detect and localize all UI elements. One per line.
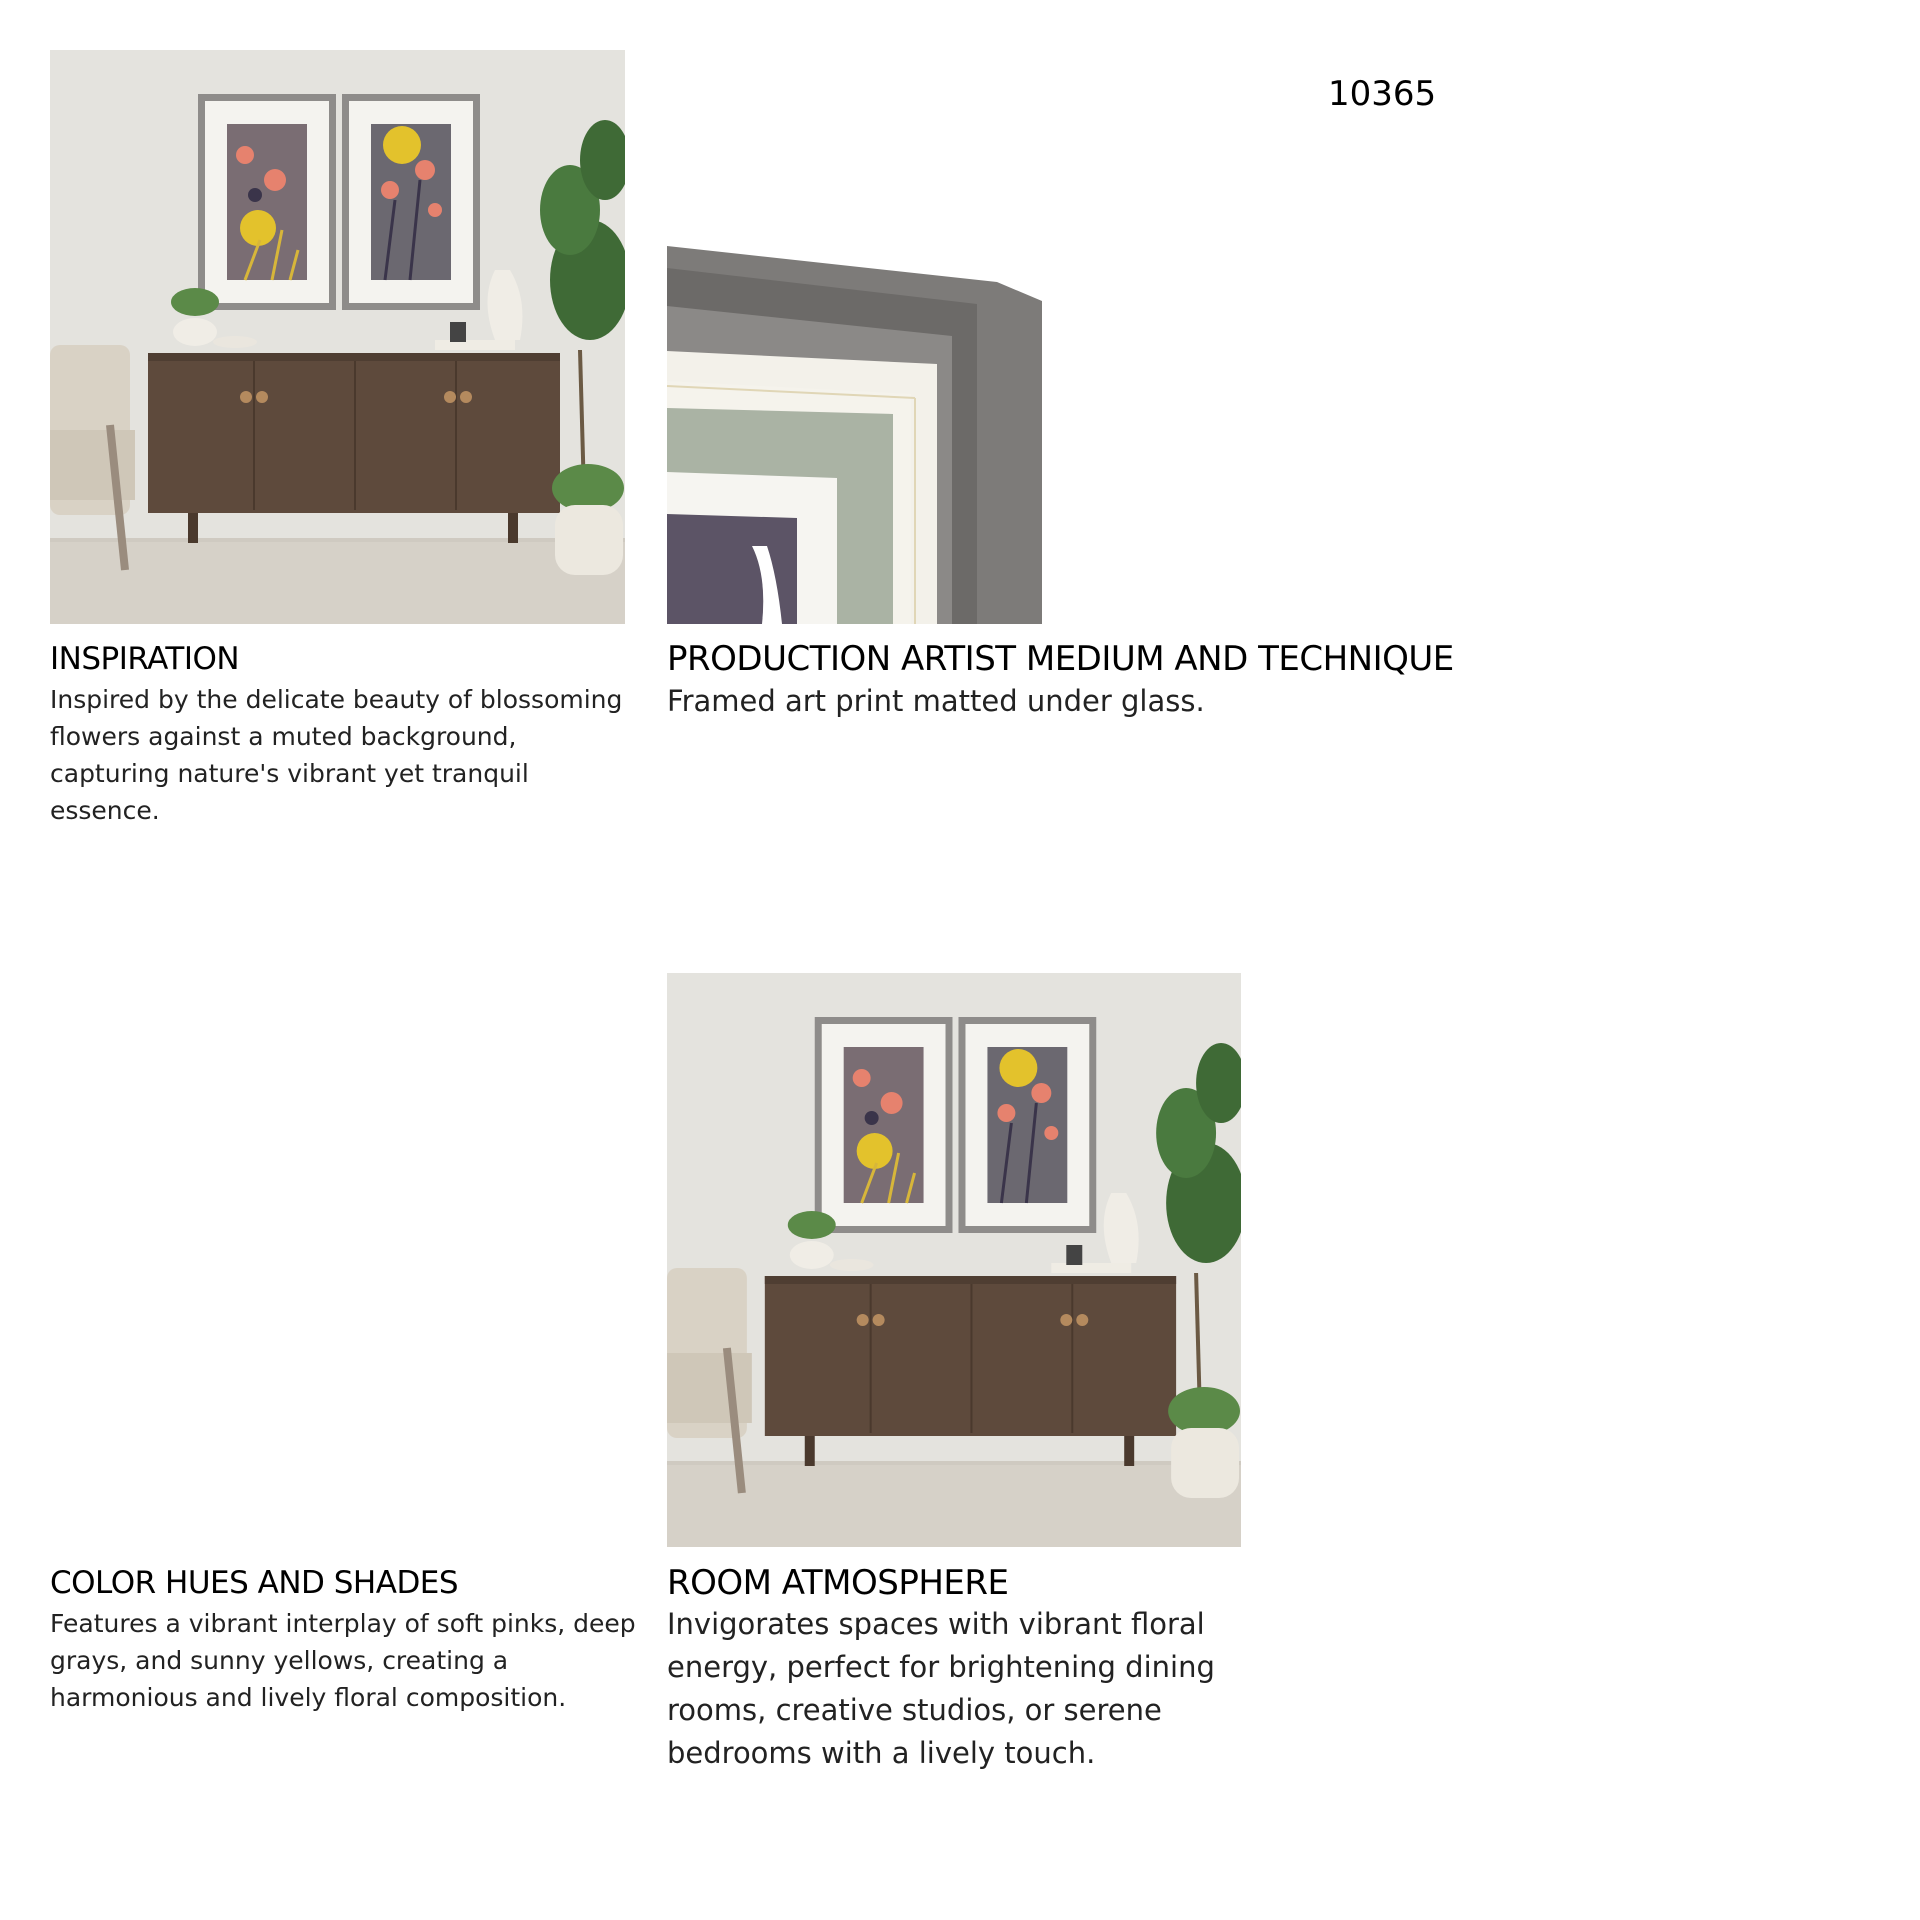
frame-corner-detail-image — [667, 246, 1047, 624]
inspiration-text: Inspired by the delicate beauty of blossoming flowers against a muted background, capturing nature's vibrant yet tranquil essence. — [50, 685, 623, 825]
room-scene-image-atmosphere — [667, 973, 1241, 1547]
color-text: Features a vibrant interplay of soft pinks, deep grays, and sunny yellows, creating a harmonious and lively floral composition. — [50, 1609, 636, 1712]
room-scene-image-inspiration — [50, 50, 625, 624]
production-heading: PRODUCTION ARTIST MEDIUM AND TECHNIQUE — [667, 639, 1454, 679]
product-sku: 10365 — [1328, 74, 1437, 114]
production-text: Framed art print matted under glass. — [667, 684, 1205, 718]
inspiration-heading: INSPIRATION — [50, 641, 240, 677]
color-heading: COLOR HUES AND SHADES — [50, 1565, 459, 1601]
room-atmosphere-heading: ROOM ATMOSPHERE — [667, 1563, 1009, 1603]
room-atmosphere-text: Invigorates spaces with vibrant floral energy, perfect for brightening dining rooms, creative studios, or serene bedrooms with a lively touch. — [667, 1607, 1215, 1770]
